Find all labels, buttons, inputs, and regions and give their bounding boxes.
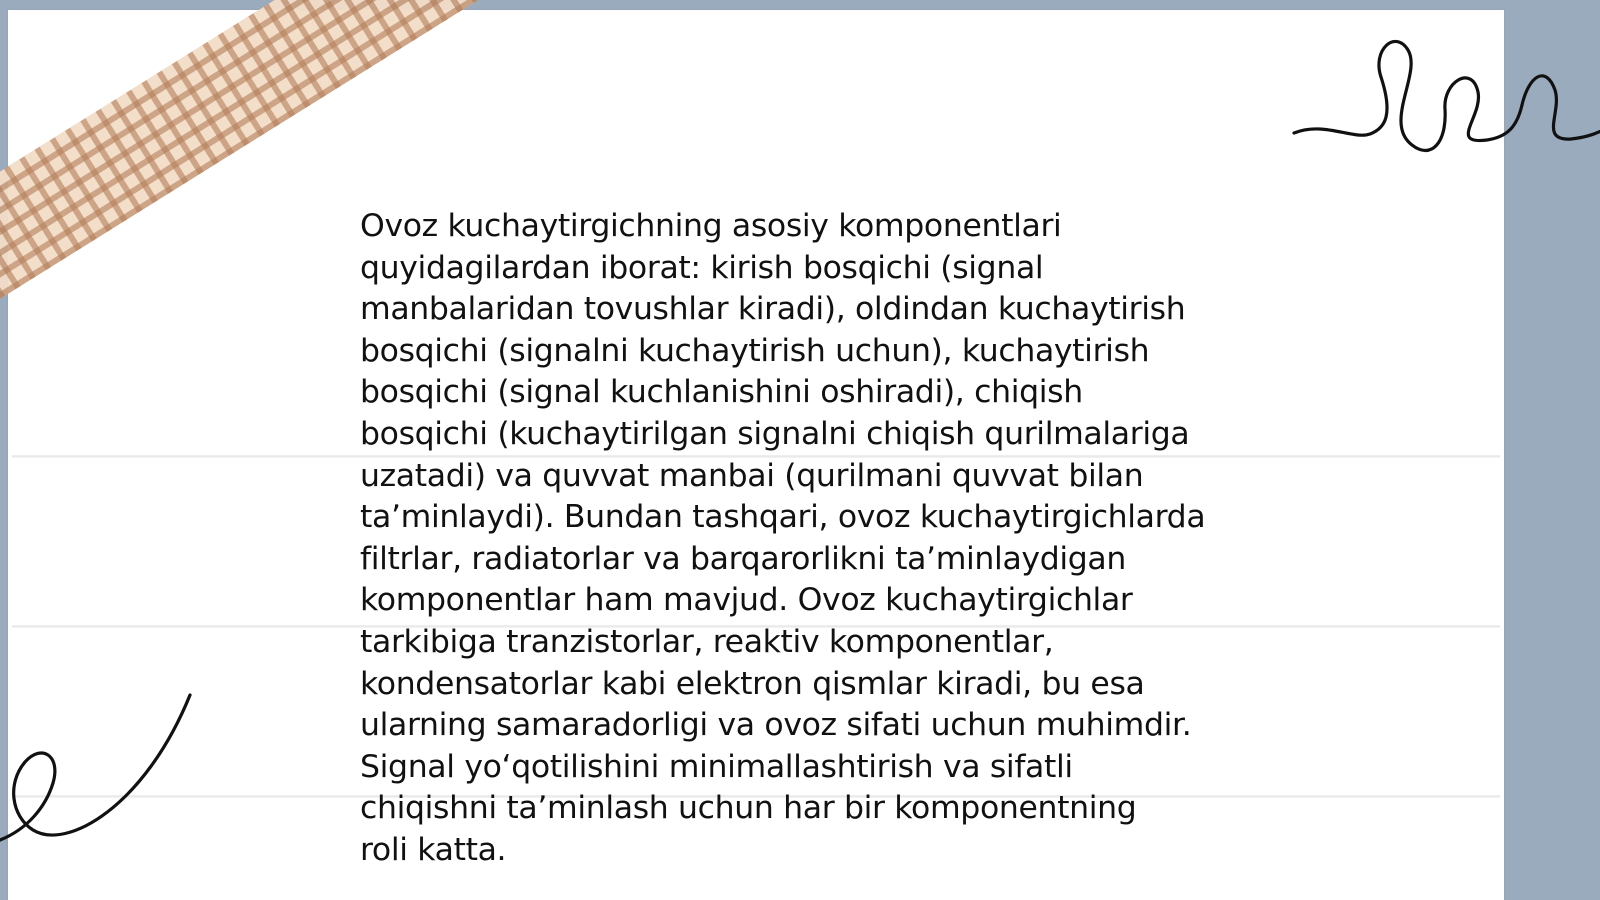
scribble-decoration-icon — [1290, 30, 1600, 170]
slide-body-text: Ovoz kuchaytirgichning asosiy komponentlari quyidagilardan iborat: kirish bosqichi (signal manbalaridan tovushlar kiradi), oldindan kuchaytirish bosqichi (signalni kuchaytirish uchun), kuchaytirish bosqichi (signal kuchlanishini oshiradi), chiqish bosqichi (kuchaytirilgan signalni chiqish qurilmalariga uzatadi) va quvvat manbai (qurilmani quvvat bilan ta’minlaydi). Bundan tashqari, ovoz kuchaytirgichlarda filtrlar, radiatorlar va barqarorlikni ta’minlaydigan komponentlar ham mavjud. Ovoz kuchaytirgichlar tarkibiga tranzistorlar, reaktiv komponentlar, kondensatorlar kabi elektron qismlar kiradi, bu esa ularning samaradorligi va ovoz sifati uchun muhimdir. Signal yo‘qotilishini minimallashtirish va sifatli chiqishni ta’minlash uchun har bir komponentning roli katta. — [360, 208, 1206, 868]
scribble-decoration-icon — [0, 695, 210, 855]
